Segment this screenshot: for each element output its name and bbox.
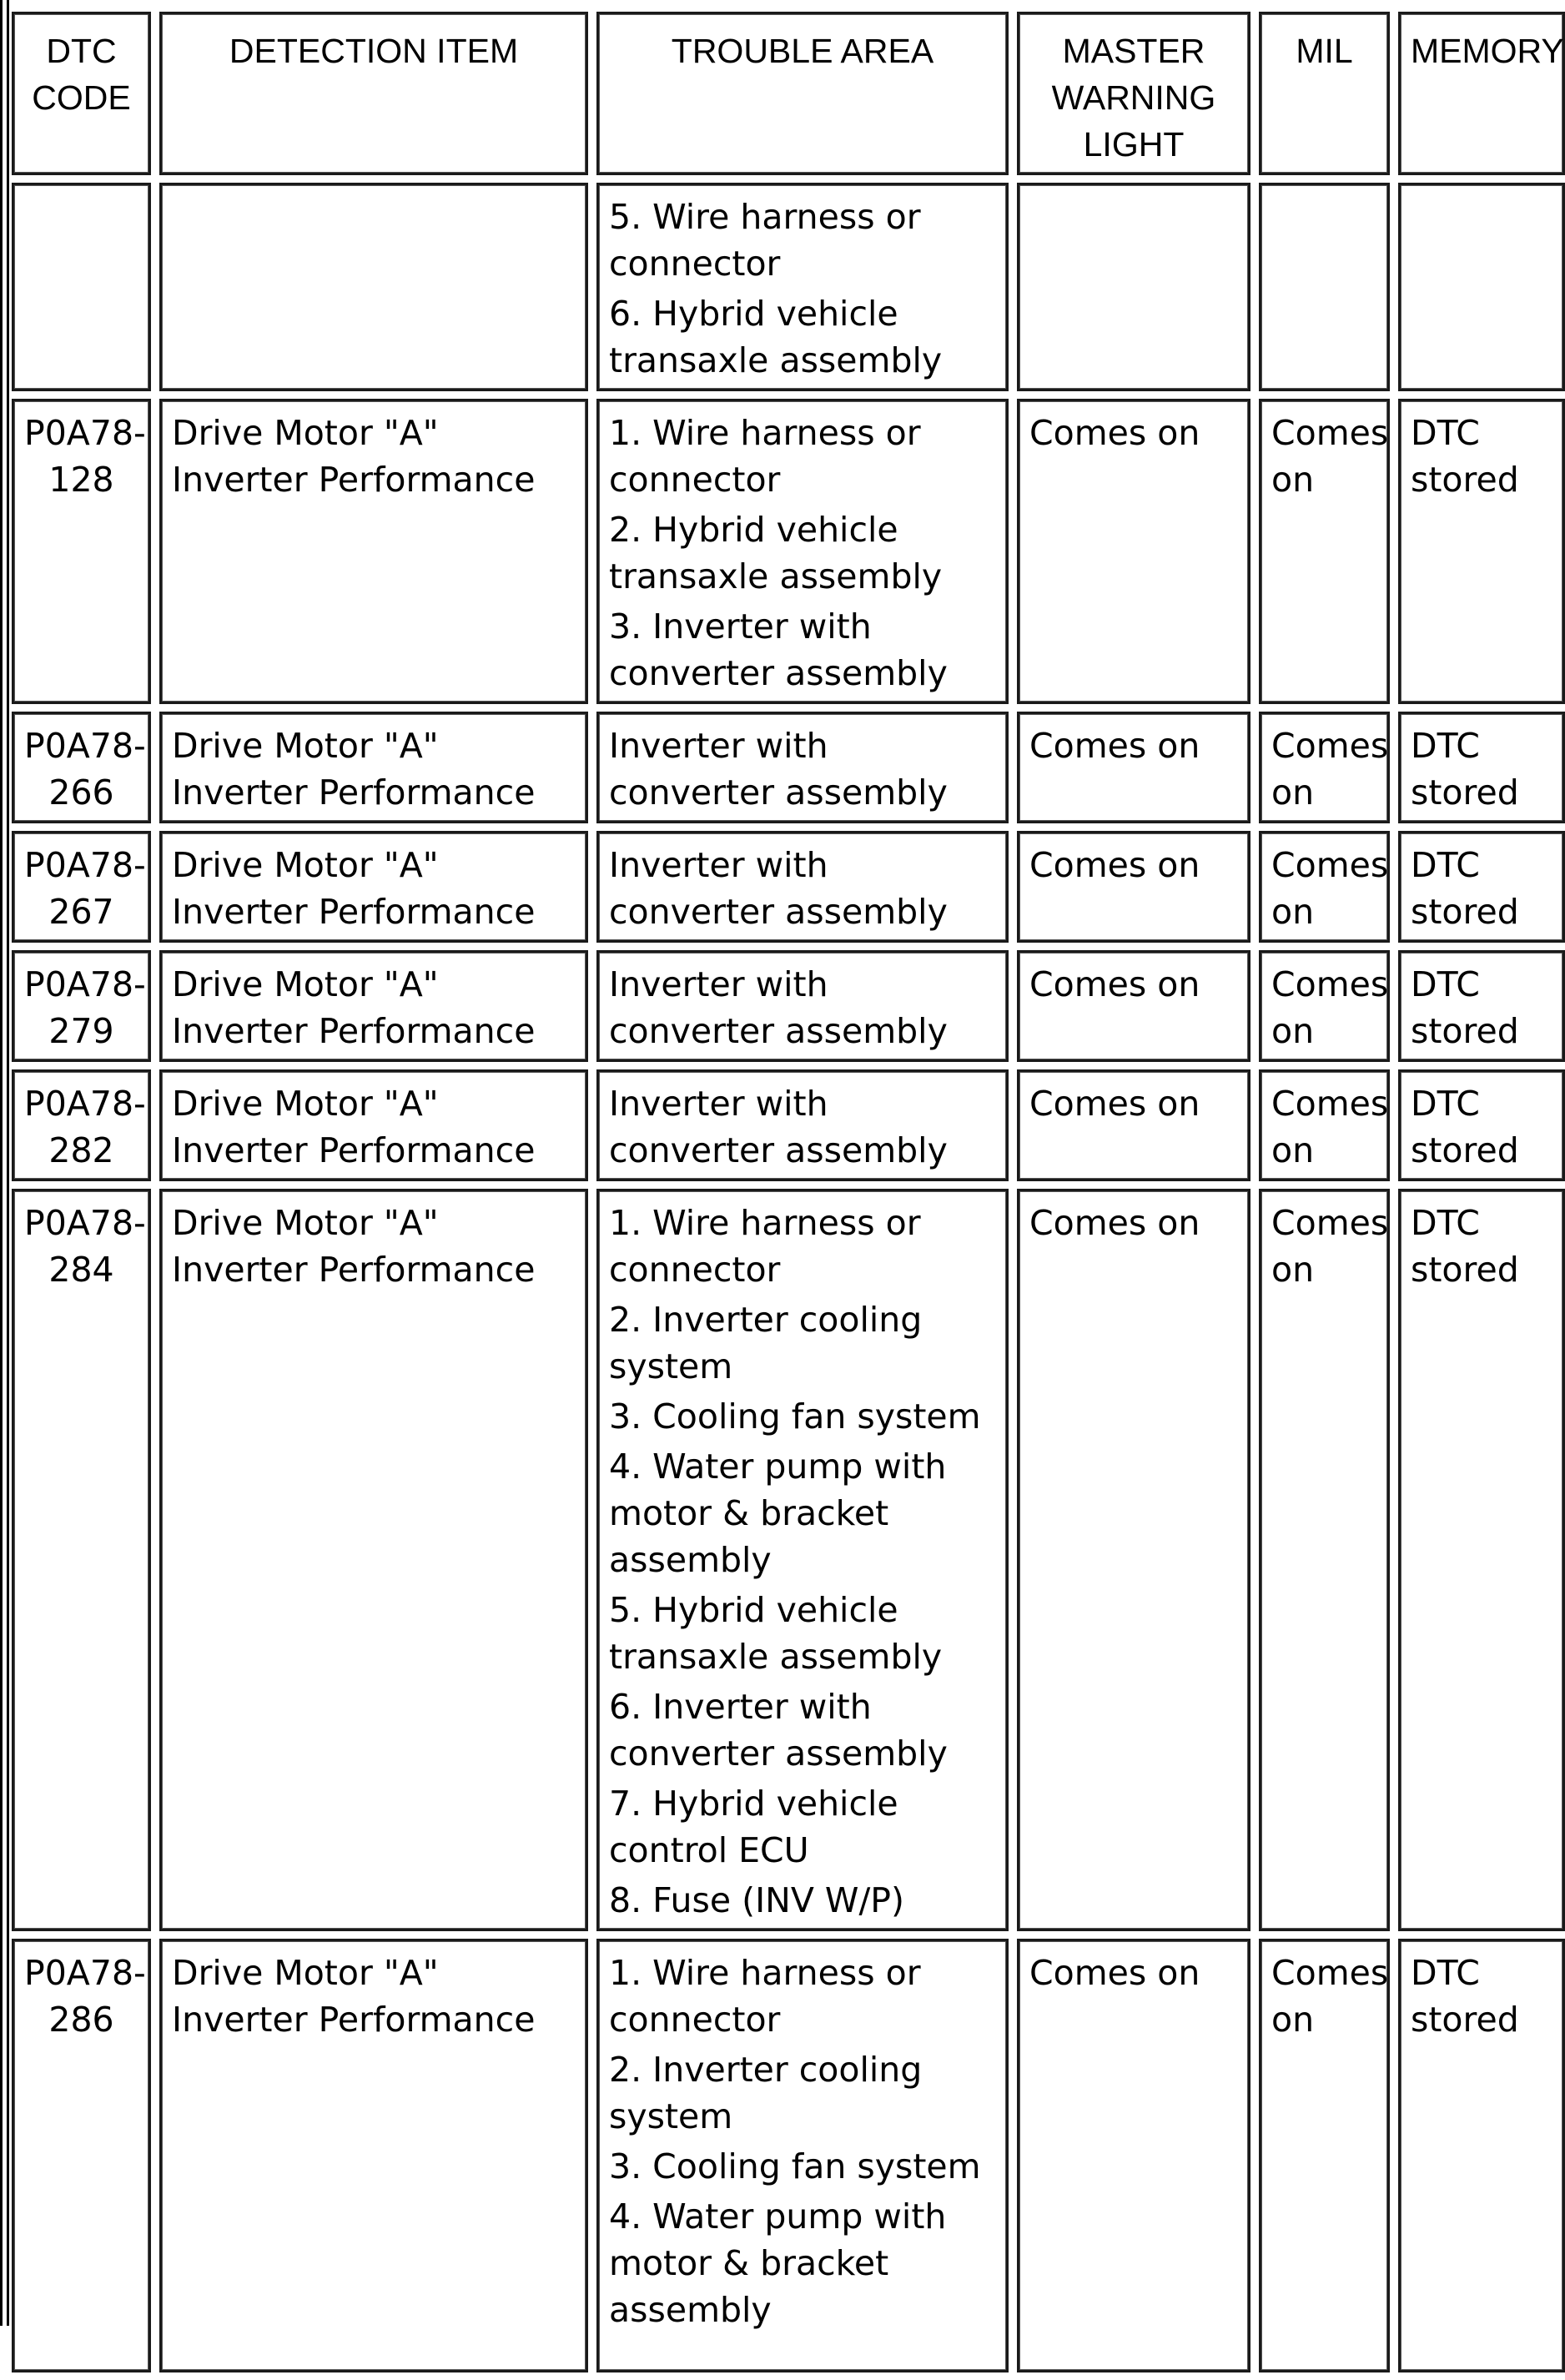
mil-cell: Comes on <box>1259 831 1390 943</box>
detection-item-cell: Drive Motor "A" Inverter Performance <box>159 950 588 1062</box>
trouble-area-cell <box>596 1939 1009 2372</box>
memory-cell: DTC stored <box>1398 1069 1565 1181</box>
trouble-area-line: 3. Cooling fan system <box>609 1396 981 1437</box>
dtc-code-cell: P0A78-267 <box>12 831 151 943</box>
table-header-row <box>12 12 1565 175</box>
memory-cell: DTC stored <box>1398 399 1565 704</box>
dtc-table <box>3 4 1565 2380</box>
trouble-area-cell <box>596 712 1009 823</box>
master-warning-light-cell: Comes on <box>1017 1189 1250 1931</box>
table-row <box>12 950 1565 1062</box>
continued-area-cell <box>596 183 1009 391</box>
mil-cell: Comes on <box>1259 950 1390 1062</box>
detection-item-cell: Drive Motor "A" Inverter Performance <box>159 1069 588 1181</box>
dtc-code-cell: P0A78-128 <box>12 399 151 704</box>
trouble-area-cell <box>596 399 1009 704</box>
continued-mil-cell <box>1259 183 1390 391</box>
trouble-area-line: 2. Hybrid vehicle transaxle assembly <box>609 510 943 596</box>
trouble-area-line: 5. Hybrid vehicle transaxle assembly <box>609 1590 943 1677</box>
trouble-area-cell <box>596 950 1009 1062</box>
master-warning-light-cell: Comes on <box>1017 399 1250 704</box>
trouble-area-line: 7. Hybrid vehicle control ECU <box>609 1784 898 1870</box>
header-mil: MIL <box>1259 12 1390 175</box>
table-row <box>12 1189 1565 1931</box>
trouble-area-cell <box>596 831 1009 943</box>
mil-cell: Comes on <box>1259 399 1390 704</box>
memory-cell: DTC stored <box>1398 831 1565 943</box>
continued-item-cell <box>159 183 588 391</box>
table-row <box>12 712 1565 823</box>
trouble-area-line: 2. Inverter cooling system <box>609 1300 923 1386</box>
trouble-area-cell <box>596 1189 1009 1931</box>
detection-item-cell: Drive Motor "A" Inverter Performance <box>159 1189 588 1931</box>
memory-cell: DTC stored <box>1398 950 1565 1062</box>
master-warning-light-cell: Comes on <box>1017 831 1250 943</box>
trouble-area-cell <box>596 1069 1009 1181</box>
dtc-code-cell: P0A78-282 <box>12 1069 151 1181</box>
mil-cell: Comes on <box>1259 712 1390 823</box>
trouble-area-line: 3. Cooling fan system <box>609 2146 981 2186</box>
header-trouble-area: TROUBLE AREA <box>596 12 1009 175</box>
continued-memory-cell <box>1398 183 1565 391</box>
continued-code-cell <box>12 183 151 391</box>
memory-cell: DTC stored <box>1398 712 1565 823</box>
detection-item-cell: Drive Motor "A" Inverter Performance <box>159 1939 588 2372</box>
trouble-area-line: Inverter with converter assembly <box>609 845 948 932</box>
trouble-area-line: 1. Wire harness or connector <box>609 413 921 500</box>
table-row <box>12 399 1565 704</box>
mil-cell: Comes on <box>1259 1069 1390 1181</box>
detection-item-cell: Drive Motor "A" Inverter Performance <box>159 399 588 704</box>
dtc-code-cell: P0A78-286 <box>12 1939 151 2372</box>
trouble-area-line: Inverter with converter assembly <box>609 1084 948 1170</box>
trouble-area-line: Inverter with converter assembly <box>609 726 948 813</box>
continued-warning-cell <box>1017 183 1250 391</box>
continued-row <box>12 183 1565 391</box>
trouble-area-line: 1. Wire harness or connector <box>609 1953 921 2040</box>
master-warning-light-cell: Comes on <box>1017 950 1250 1062</box>
table-row <box>12 1939 1565 2372</box>
header-master-warning-light: MASTER WARNING LIGHT <box>1017 12 1250 175</box>
dtc-code-cell: P0A78-279 <box>12 950 151 1062</box>
trouble-area-line: 6. Hybrid vehicle transaxle assembly <box>609 294 943 380</box>
trouble-area-line: Inverter with converter assembly <box>609 964 948 1051</box>
header-detection-item: DETECTION ITEM <box>159 12 588 175</box>
header-memory: MEMORY <box>1398 12 1565 175</box>
table-row <box>12 831 1565 943</box>
table-row <box>12 1069 1565 1181</box>
trouble-area-line: 5. Wire harness or connector <box>609 197 921 284</box>
trouble-area-line: 3. Inverter with converter assembly <box>609 606 948 693</box>
master-warning-light-cell: Comes on <box>1017 1939 1250 2372</box>
memory-cell: DTC stored <box>1398 1189 1565 1931</box>
master-warning-light-cell: Comes on <box>1017 712 1250 823</box>
mil-cell: Comes on <box>1259 1939 1390 2372</box>
trouble-area-line: 4. Water pump with motor & bracket assembly <box>609 2196 947 2330</box>
trouble-area-line: 4. Water pump with motor & bracket assembly <box>609 1447 947 1580</box>
header-dtc-code: DTC CODE <box>12 12 151 175</box>
trouble-area-line: 6. Inverter with converter assembly <box>609 1687 948 1774</box>
detection-item-cell: Drive Motor "A" Inverter Performance <box>159 831 588 943</box>
detection-item-cell: Drive Motor "A" Inverter Performance <box>159 712 588 823</box>
trouble-area-line: 8. Fuse (INV W/P) <box>609 1880 905 1920</box>
dtc-code-cell: P0A78-284 <box>12 1189 151 1931</box>
mil-cell: Comes on <box>1259 1189 1390 1931</box>
dtc-code-cell: P0A78-266 <box>12 712 151 823</box>
memory-cell: DTC stored <box>1398 1939 1565 2372</box>
trouble-area-line: 1. Wire harness or connector <box>609 1203 921 1290</box>
master-warning-light-cell: Comes on <box>1017 1069 1250 1181</box>
trouble-area-line: 2. Inverter cooling system <box>609 2050 923 2136</box>
